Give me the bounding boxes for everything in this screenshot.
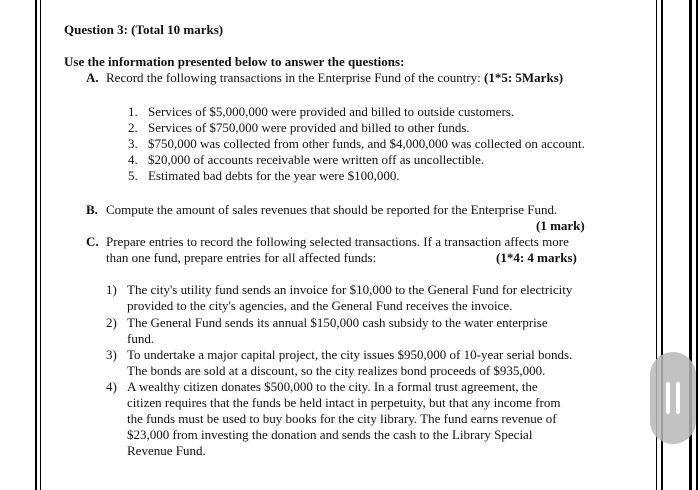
pause-icon — [666, 382, 670, 414]
part-a-text — [106, 70, 563, 86]
part-c-marks: (1*4: 4 marks) — [496, 250, 577, 265]
item-text: Services of $750,000 were provided and billed to other funds. — [148, 120, 470, 135]
instruction-text: Use the information presented below to answer the questions: — [64, 54, 405, 69]
item-number: 3) — [106, 347, 117, 362]
item-number: 1. — [128, 104, 138, 119]
item-number: 1) — [106, 282, 117, 297]
item-line: fund. — [127, 331, 155, 346]
part-a-letter: A. — [86, 70, 99, 85]
item-line: The bonds are sold at a discount, so the city realizes bond proceeds of $935,000. — [127, 363, 546, 378]
part-c-line-2: than one fund, prepare entries for all affected funds: — [106, 250, 377, 265]
item-line: A wealthy citizen donates $500,000 to the city. In a formal trust agreement, the — [127, 379, 538, 394]
part-b-text: Compute the amount of sales revenues that should be reported for the Enterprise Fund. — [106, 202, 558, 217]
question-title: Question 3: (Total 10 marks) — [64, 22, 224, 37]
item-line: the funds must be used to buy books for the city library. The fund earns revenue of — [127, 411, 557, 426]
item-line: The General Fund sends its annual $150,000 cash subsidy to the water enterprise — [127, 315, 548, 330]
item-number: 4. — [128, 152, 138, 167]
item-line: Revenue Fund. — [127, 443, 206, 458]
item-text: Services of $5,000,000 were provided and billed to outside customers. — [148, 104, 515, 119]
item-line: The city's utility fund sends an invoice for $10,000 to the General Fund for electricity — [127, 282, 573, 297]
pause-icon-bar — [676, 382, 680, 414]
item-number: 2) — [106, 315, 117, 330]
part-b-marks: (1 mark) — [536, 218, 585, 233]
item-line: $23,000 from investing the donation and sends the cash to the Library Special — [127, 427, 533, 442]
item-line: provided to the city's agencies, and the General Fund receives the invoice. — [127, 298, 513, 313]
item-number: 5. — [128, 168, 138, 183]
pause-overlay-button[interactable] — [650, 352, 696, 444]
part-a-prompt: Record the following transactions in the Enterprise Fund of the country: — [106, 70, 481, 85]
item-text: Estimated bad debts for the year were $100,000. — [148, 168, 400, 183]
part-a-marks: (1*5: 5Marks) — [484, 70, 564, 85]
item-line: citizen requires that the funds be held intact in perpetuity, but that any income from — [127, 395, 561, 410]
item-text: $750,000 was collected from other funds, and $4,000,000 was collected on account. — [148, 136, 585, 151]
item-number: 2. — [128, 120, 138, 135]
part-c-line-1: Prepare entries to record the following selected transactions. If a transaction affects more — [106, 234, 569, 249]
item-text: $20,000 of accounts receivable were written off as uncollectible. — [148, 152, 485, 167]
item-number: 3. — [128, 136, 138, 151]
part-c-letter: C. — [86, 234, 99, 249]
item-line: To undertake a major capital project, the city issues $950,000 of 10-year serial bonds. — [127, 347, 573, 362]
part-b-letter: B. — [86, 202, 98, 217]
item-number: 4) — [106, 379, 117, 394]
